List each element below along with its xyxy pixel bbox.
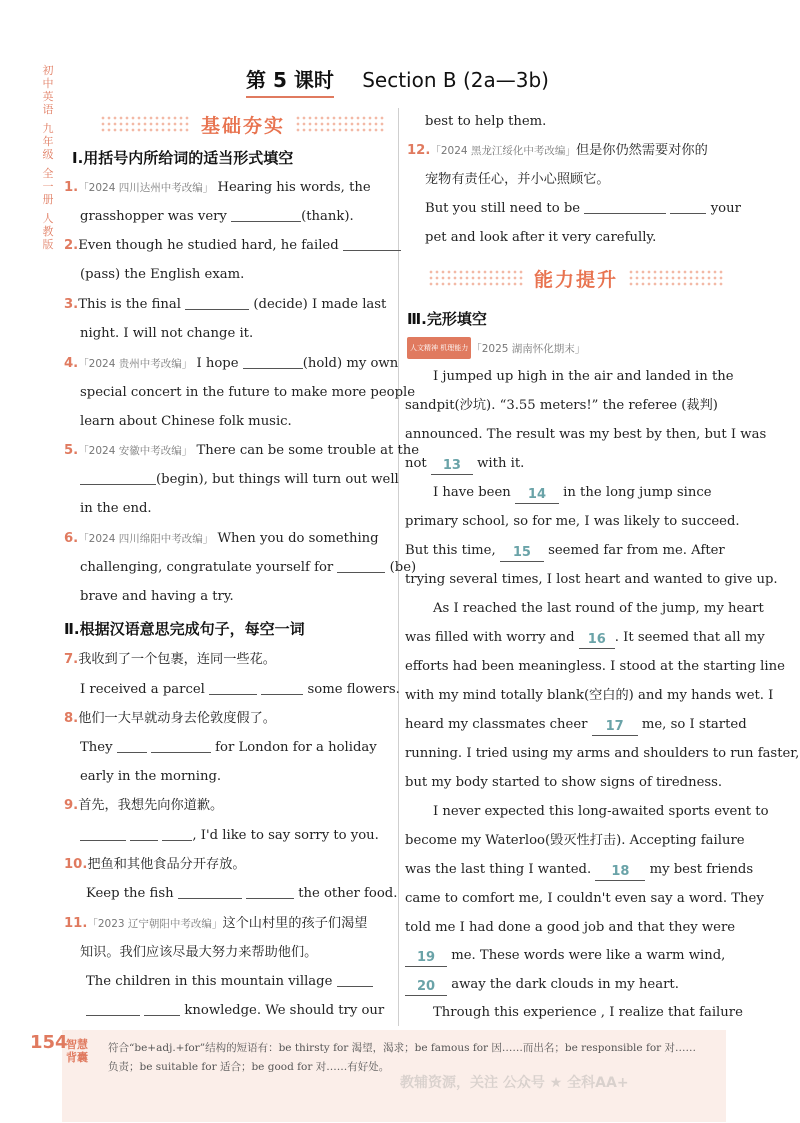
part3-source: 人文精神 机理能力 「2025 湖南怀化期末」 bbox=[407, 337, 585, 359]
side-label: 初中英语 九年级 全一册 人教版 bbox=[42, 64, 54, 251]
q6-line1: 6.「2024 四川绵阳中考改编」 When you do something bbox=[64, 531, 379, 546]
q2-line1: 2.Even though he studied hard, he failed bbox=[64, 236, 401, 256]
part3-heading: Ⅲ.完形填空 bbox=[407, 310, 487, 328]
cloze-blank-14[interactable]: 14 bbox=[515, 487, 559, 504]
q4-blank[interactable] bbox=[243, 354, 303, 369]
q12-cn2: 宠物有责任心，并小心照顾它。 bbox=[425, 172, 610, 187]
q11-blank1[interactable] bbox=[337, 972, 373, 987]
passage-line: 19 me. These words were like a warm wind, bbox=[405, 946, 725, 967]
q3-line1: 3.This is the final (decide) I made last bbox=[64, 297, 387, 312]
q2-blank[interactable] bbox=[343, 236, 401, 251]
watermark: 教辅资源，关注 公众号 ★ 全科AA+ bbox=[400, 1075, 629, 1091]
passage-line: but my body started to show signs of tiredness. bbox=[405, 775, 723, 790]
passage-line: with my mind totally blank(空白的) and my hands wet. I bbox=[405, 688, 774, 703]
q10-cn: 10.把鱼和其他食品分开存放。 bbox=[64, 857, 246, 872]
q8-en2: early in the morning. bbox=[80, 769, 222, 784]
q9-blank3[interactable] bbox=[162, 826, 192, 841]
section-label: Section B (2a—3b) bbox=[362, 68, 549, 92]
part2-heading: Ⅱ.根据汉语意思完成句子，每空一词 bbox=[64, 620, 305, 638]
cloze-blank-19[interactable]: 19 bbox=[405, 950, 447, 967]
passage-line: sandpit(沙坑). “3.55 meters!” the referee (裁判) bbox=[405, 398, 718, 413]
q3-blank[interactable] bbox=[185, 295, 249, 310]
q12-blank2[interactable] bbox=[670, 199, 706, 214]
q9-blank2[interactable] bbox=[130, 826, 158, 841]
q5-line3: in the end. bbox=[80, 501, 152, 516]
passage-line: was filled with worry and 16 . It seemed that all my bbox=[405, 630, 765, 647]
cloze-blank-20[interactable]: 20 bbox=[405, 979, 447, 996]
cloze-blank-18[interactable]: 18 bbox=[595, 864, 645, 881]
q6-line3: brave and having a try. bbox=[80, 589, 234, 604]
tip-line1: 符合“be+adj.+for”结构的短语有：be thirsty for 渴望，渴求；be famous for 因……而出名；be responsible for 对…… bbox=[108, 1042, 697, 1054]
banner-basic: 基础夯实 bbox=[100, 112, 386, 136]
q11-en3: best to help them. bbox=[425, 114, 547, 129]
passage-line: I jumped up high in the air and landed in the bbox=[433, 369, 734, 384]
passage-line: I have been 14 in the long jump since bbox=[433, 485, 712, 502]
passage-line: announced. The result was my best by then, but I was bbox=[405, 427, 767, 442]
q11-blank3[interactable] bbox=[144, 1001, 180, 1016]
q6-blank[interactable] bbox=[337, 558, 385, 573]
q9-blank1[interactable] bbox=[80, 826, 126, 841]
q7-cn: 7.我收到了一个包裹，连同一些花。 bbox=[64, 652, 276, 667]
q10-blank2[interactable] bbox=[246, 884, 294, 899]
tip-line2: 负责；be suitable for 适合；be good for 对……有好处。 bbox=[108, 1061, 390, 1073]
lesson-label: 第 5 课时 bbox=[246, 68, 334, 98]
q5-blank[interactable] bbox=[80, 470, 156, 485]
q4-line3: learn about Chinese folk music. bbox=[80, 414, 292, 429]
part1-heading: Ⅰ.用括号内所给词的适当形式填空 bbox=[72, 149, 294, 167]
passage-line: trying several times, I lost heart and wanted to give up. bbox=[405, 572, 778, 587]
passage-line: Through this experience , I realize that failure bbox=[433, 1005, 743, 1020]
q11-cn2: 知识。我们应该尽最大努力来帮助他们。 bbox=[80, 945, 318, 960]
passage-line: was the last thing I wanted. 18 my best friends bbox=[405, 862, 754, 879]
q5-line1: 5.「2024 安徽中考改编」 There can be some trouble at the bbox=[64, 443, 420, 458]
q1-line1: 1.「2024 四川达州中考改编」 Hearing his words, the bbox=[64, 180, 371, 195]
q12-en2: pet and look after it very carefully. bbox=[425, 230, 657, 245]
q8-en: They for London for a holiday bbox=[80, 740, 377, 755]
q4-line1: 4.「2024 贵州中考改编」 I hope (hold) my own bbox=[64, 356, 399, 371]
passage-line: not 13 with it. bbox=[405, 456, 525, 473]
passage-line: As I reached the last round of the jump, my heart bbox=[433, 601, 764, 616]
q3-line2: night. I will not change it. bbox=[80, 326, 254, 341]
q6-line2: challenging, congratulate yourself for (be) bbox=[80, 560, 417, 575]
passage-line: running. I tried using my arms and shoulders to run faster, bbox=[405, 746, 800, 761]
passage-line: came to comfort me, I couldn't even say a word. They bbox=[405, 891, 764, 906]
q11-blank2[interactable] bbox=[86, 1001, 140, 1016]
q12-cn: 12.「2024 黑龙江绥化中考改编」但是你仍然需要对你的 bbox=[407, 143, 708, 158]
q11-en: The children in this mountain village bbox=[86, 972, 373, 992]
page-title bbox=[246, 64, 549, 93]
tip-label: 智慧背囊 bbox=[66, 1038, 88, 1064]
q7-en: I received a parcel some flowers. bbox=[80, 682, 400, 697]
q12-en: But you still need to be your bbox=[425, 201, 741, 216]
passage-line: heard my classmates cheer 17 me, so I started bbox=[405, 717, 747, 734]
banner-improve: 能力提升 bbox=[428, 266, 724, 290]
passage-line: I never expected this long-awaited sports event to bbox=[433, 804, 769, 819]
passage-line: primary school, so for me, I was likely to succeed. bbox=[405, 514, 740, 529]
q1-blank[interactable] bbox=[231, 207, 301, 222]
q5-line2: (begin), but things will turn out well bbox=[80, 470, 399, 490]
q8-cn: 8.他们一大早就动身去伦敦度假了。 bbox=[64, 711, 276, 726]
passage-line: 20 away the dark clouds in my heart. bbox=[405, 975, 679, 996]
q2-line2: (pass) the English exam. bbox=[80, 267, 245, 282]
q11-en2: knowledge. We should try our bbox=[86, 1001, 384, 1021]
q10-blank1[interactable] bbox=[178, 884, 242, 899]
cloze-blank-13[interactable]: 13 bbox=[431, 458, 473, 475]
part3-tag: 人文精神 机理能力 bbox=[407, 337, 471, 359]
cloze-blank-17[interactable]: 17 bbox=[592, 719, 638, 736]
q11-cn: 11.「2023 辽宁朝阳中考改编」这个山村里的孩子们渴望 bbox=[64, 916, 368, 931]
q8-blank2[interactable] bbox=[151, 738, 211, 753]
q9-cn: 9.首先，我想先向你道歉。 bbox=[64, 798, 224, 813]
page-number: 154 bbox=[30, 1032, 68, 1053]
q7-blank2[interactable] bbox=[261, 680, 303, 695]
q9-en: , I'd like to say sorry to you. bbox=[80, 826, 379, 846]
passage-line: efforts had been meaningless. I stood at the starting line bbox=[405, 659, 785, 674]
cloze-blank-16[interactable]: 16 bbox=[579, 632, 615, 649]
q1-line2: grasshopper was very (thank). bbox=[80, 209, 354, 224]
q7-blank1[interactable] bbox=[209, 680, 257, 695]
q10-en: Keep the fish the other food. bbox=[86, 886, 398, 901]
q4-line2: special concert in the future to make more people bbox=[80, 385, 416, 400]
passage-line: told me I had done a good job and that they were bbox=[405, 920, 736, 935]
q12-blank1[interactable] bbox=[584, 199, 666, 214]
passage-line: become my Waterloo(毁灭性打击). Accepting failure bbox=[405, 833, 745, 848]
q8-blank1[interactable] bbox=[117, 738, 147, 753]
passage-line: But this time, 15 seemed far from me. After bbox=[405, 543, 725, 560]
cloze-blank-15[interactable]: 15 bbox=[500, 545, 544, 562]
